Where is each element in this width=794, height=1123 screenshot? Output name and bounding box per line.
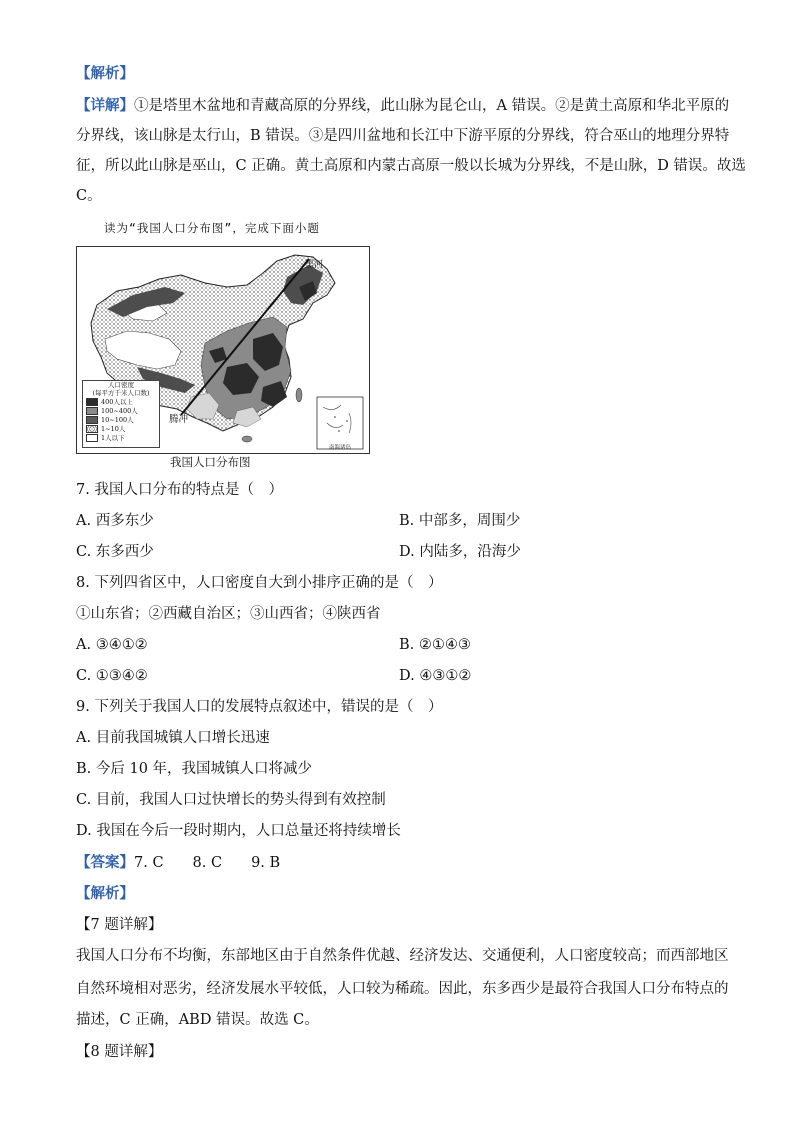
- q8-items: ①山东省；②西藏自治区；③山西省；④陕西省: [76, 606, 381, 622]
- q7-option-c: C. 东多西少: [76, 544, 154, 560]
- q9-option-d: D. 我国在今后一段时期内，人口总量还将持续增长: [76, 823, 401, 839]
- q7-detail-title: 【7 题详解】: [76, 917, 163, 933]
- detail-line-4: C。: [76, 188, 102, 204]
- detail-label: 【详解】: [76, 97, 134, 114]
- legend-swatch: [86, 425, 98, 433]
- analysis-label: 【解析】: [76, 885, 134, 902]
- q7-detail-line-3: 描述，C 正确，ABD 错误。故选 C。: [76, 1012, 319, 1028]
- q8-stem: 8. 下列四省区中，人口密度自大到小排序正确的是（ ）: [76, 575, 443, 591]
- legend-title-2: (每平方千米人口数): [92, 389, 150, 397]
- q8-option-a: A. ③④①②: [76, 637, 148, 653]
- legend-label: 100~400人: [101, 406, 138, 415]
- legend-swatch: [86, 407, 98, 415]
- legend-label: 10~100人: [101, 415, 134, 424]
- q7-stem: 7. 我国人口分布的特点是（ ）: [76, 482, 283, 498]
- detail-line-1: [76, 96, 729, 116]
- answer-line: [76, 853, 280, 873]
- detail-text-1: ①是塔里木盆地和青藏高原的分界线，此山脉为昆仑山，A 错误。②是黄土高原和华北平原的: [134, 98, 730, 114]
- legend-label: 1~10人: [101, 424, 126, 433]
- q9-option-c: C. 目前，我国人口过快增长的势头得到有效控制: [76, 792, 386, 808]
- q7-detail-line-2: 自然环境相对恶劣，经济发展水平较低，人口较为稀疏。因此，东多西少是最符合我国人口分布特点的: [76, 981, 729, 997]
- legend-label: 400人以上: [101, 397, 133, 406]
- q8-option-b: B. ②①④③: [399, 637, 471, 653]
- label-nanhai: 南海诸岛: [329, 445, 352, 451]
- legend-row: [83, 406, 159, 415]
- map-legend: [82, 380, 160, 448]
- legend-swatch: [86, 434, 98, 442]
- answer-label: 【答案】: [76, 854, 134, 871]
- answer-text: 7. C 8. C 9. B: [134, 855, 281, 871]
- legend-row: [83, 433, 159, 442]
- q9-stem: 9. 下列关于我国人口的发展特点叙述中，错误的是（ ）: [76, 699, 443, 715]
- q7-option-a: A. 西多东少: [76, 513, 154, 529]
- legend-swatch: [86, 398, 98, 406]
- detail-line-3: 征，所以此山脉是巫山，C 正确。黄土高原和内蒙古高原一般以长城为分界线，不是山脉，D 错误。故选: [76, 158, 746, 174]
- q7-option-d: D. 内陆多，沿海少: [399, 544, 521, 560]
- q8-detail-title: 【8 题详解】: [76, 1044, 163, 1060]
- legend-row: [83, 397, 159, 406]
- legend-label: 1人以下: [101, 433, 125, 442]
- q7-detail-line-1: 我国人口分布不均衡，东部地区由于自然条件优越、经济发达、交通便利，人口密度较高；而西部地区: [76, 948, 729, 964]
- label-heihe: 黑河: [305, 260, 324, 270]
- q7-option-b: B. 中部多，周围少: [399, 513, 521, 529]
- legend-title-1: 人口密度: [108, 381, 134, 389]
- q9-option-a: A. 目前我国城镇人口增长迅速: [76, 730, 270, 746]
- map-instruction: 读为“我国人口分布图”，完成下面小题: [104, 221, 320, 235]
- detail-line-2: 分界线，该山脉是太行山，B 错误。③是四川盆地和长江中下游平原的分界线，符合巫山的地理分界特: [76, 128, 730, 144]
- analysis-heading: 【解析】: [76, 65, 134, 82]
- q8-option-c: C. ①③④②: [76, 668, 148, 684]
- label-tengchong: 腾冲: [169, 414, 189, 425]
- map-caption: 我国人口分布图: [170, 455, 251, 469]
- legend-swatch: [86, 416, 98, 424]
- legend-row: [83, 424, 159, 433]
- q8-option-d: D. ④③①②: [399, 668, 472, 684]
- legend-row: [83, 415, 159, 424]
- q9-option-b: B. 今后 10 年，我国城镇人口将减少: [76, 761, 313, 777]
